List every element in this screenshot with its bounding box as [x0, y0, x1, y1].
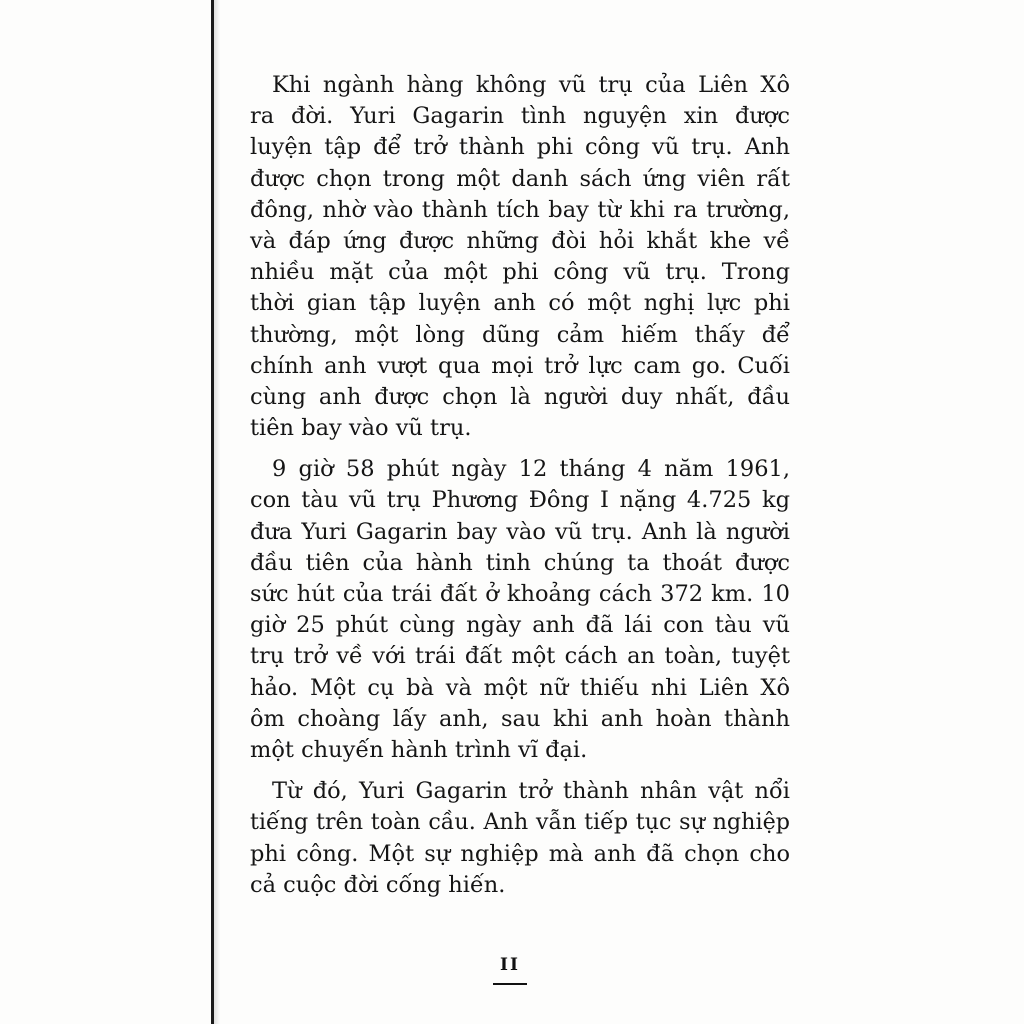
paragraph-1 [250, 70, 790, 444]
text-line: tiếng trên toàn cầu. Anh vẫn tiếp tục sự nghiệp [250, 809, 790, 836]
book-spine-shadow [214, 0, 220, 1024]
body-text [250, 70, 790, 911]
paragraph-2 [250, 454, 790, 766]
text-line: tiên bay vào vũ trụ. [250, 415, 472, 442]
text-line: hảo. Một cụ bà và một nữ thiếu nhi Liên Xô [250, 674, 790, 701]
text-line: trụ trở về với trái đất một cách an toàn, tuyệt [250, 643, 790, 670]
paragraph-3 [250, 776, 790, 901]
text-line: thường, một lòng dũng cảm hiếm thấy để [250, 321, 790, 348]
text-line: nhiều mặt của một phi công vũ trụ. Trong [250, 259, 790, 286]
page-number-underline [493, 983, 527, 985]
text-line: chính anh vượt qua mọi trở lực cam go. Cuối [250, 352, 790, 379]
text-line: sức hút của trái đất ở khoảng cách 372 km. 10 [250, 581, 790, 607]
text-line: được chọn trong một danh sách ứng viên rất [250, 165, 790, 192]
text-line: cùng anh được chọn là người duy nhất, đầu [250, 383, 790, 410]
text-line: thời gian tập luyện anh có một nghị lực phi [250, 290, 790, 317]
text-line: ra đời. Yuri Gagarin tình nguyện xin được [250, 103, 790, 130]
text-line: luyện tập để trở thành phi công vũ trụ. Anh [250, 134, 790, 161]
text-line: con tàu vũ trụ Phương Đông I nặng 4.725 kg [250, 487, 790, 514]
text-line: 9 giờ 58 phút ngày 12 tháng 4 năm 1961, [272, 456, 790, 483]
page-number: II [500, 955, 520, 975]
text-line: và đáp ứng được những đòi hỏi khắt khe về [250, 227, 790, 254]
text-line: đầu tiên của hành tinh chúng ta thoát được [250, 549, 790, 576]
text-line: giờ 25 phút cùng ngày anh đã lái con tàu vũ [250, 612, 790, 639]
text-line: Khi ngành hàng không vũ trụ của Liên Xô [272, 72, 790, 98]
text-line: đông, nhờ vào thành tích bay từ khi ra trường, [250, 196, 790, 223]
text-line: Từ đó, Yuri Gagarin trở thành nhân vật nổi [272, 778, 790, 805]
text-line: cả cuộc đời cống hiến. [250, 871, 506, 898]
text-line: ôm choàng lấy anh, sau khi anh hoàn thành [250, 705, 790, 732]
text-line: một chuyến hành trình vĩ đại. [250, 736, 588, 763]
text-line: phi công. Một sự nghiệp mà anh đã chọn cho [250, 840, 790, 867]
text-line: đưa Yuri Gagarin bay vào vũ trụ. Anh là người [250, 518, 790, 545]
